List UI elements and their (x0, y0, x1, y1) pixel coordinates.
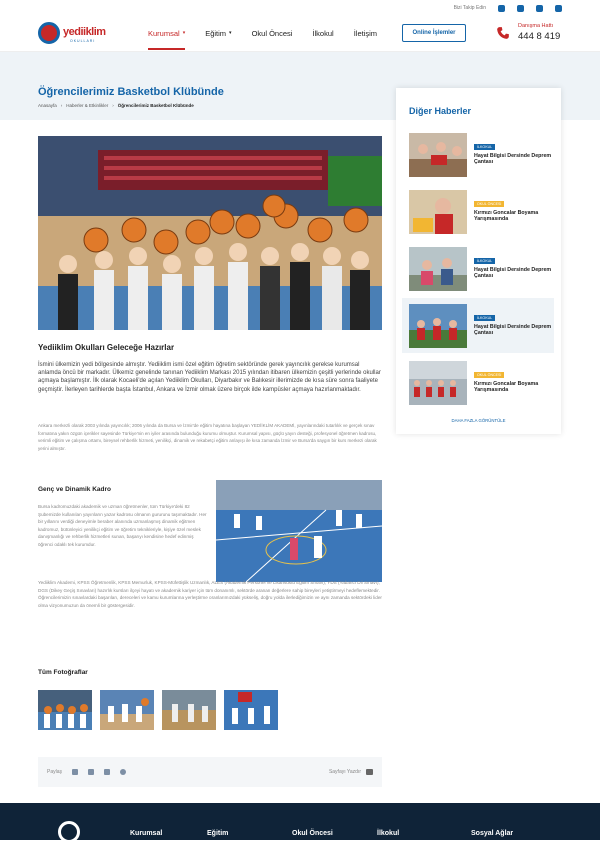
view-more-link[interactable]: DAHA FAZLA GÖRÜNTÜLE (451, 418, 506, 423)
site-header (0, 16, 600, 52)
sidebar-news-item[interactable] (402, 298, 554, 353)
online-services-button[interactable]: Online İşlemler (402, 24, 466, 42)
nav-item-egitim[interactable]: Eğitim ▾ (205, 28, 232, 38)
news-thumbnail (409, 190, 467, 234)
site-footer (0, 803, 600, 840)
nav-item-ilkokul[interactable]: İlkokul (312, 28, 334, 38)
top-bar (0, 0, 600, 16)
exams-text: Yediiklim Akademi, KPSS Öğretmenlik, KPSS Memurluk, KPSS-Müfettişlik Uzmanlık, ALES (Akademik Personel ve Lisansüstü Eğitim Sınavı), YDS (Yabancı Dil Sınavı), DGS (Dikey Geçiş Sınavları) hazırlık kursları ilçeyi hayatı ve akademik kariyer için tüm donanımlı, sektörde aranan değerlere sahip bireyleri yetiştirmeyi hedeflemektedir. Öğrencilerimizin sınavlardaki başarıları, dereceleri ve kamu kurumlarına yerleştirme oranlarımızdaki yükseliş, doğru yolda ilerlediğimizin ve aynı zamanda sektördeki lider olma vizyonumuzun da önemli bir göstergesidir. (38, 580, 382, 608)
news-thumbnail (409, 304, 467, 348)
chevron-down-icon: ▾ (182, 30, 186, 36)
article-heading: Yediiklim Okulları Geleceğe Hazırlar (38, 343, 175, 352)
gallery-heading: Tüm Fotoğraflar (38, 669, 88, 676)
gallery-thumb[interactable] (38, 690, 92, 730)
logo-subtext: OKULLARI (70, 39, 96, 43)
site-logo[interactable] (38, 22, 118, 46)
link-share-icon[interactable] (120, 769, 126, 775)
sidebar-news-item[interactable] (402, 355, 554, 410)
linkedin-share-icon[interactable] (104, 769, 110, 775)
hotline-number: 444 8 419 (518, 31, 561, 42)
hotline-label: Danışma Hattı (518, 23, 554, 29)
share-bar (38, 757, 382, 787)
news-thumbnail (409, 361, 467, 405)
gallery-thumb[interactable] (224, 690, 278, 730)
gallery-thumb[interactable] (100, 690, 154, 730)
other-news-sidebar (396, 88, 561, 434)
staff-heading: Genç ve Dinamik Kadro (38, 486, 111, 493)
nav-item-kurumsal[interactable]: Kurumsal ▾ (138, 16, 195, 50)
footer-col-okul-oncesi[interactable]: Okul Öncesi (292, 830, 333, 837)
staff-text: Bursa kadromuzdaki akademik ve uzman öğretmenler, tüm Türkiye'deki 82 Şubemizde kullanılan yayınların yazar kadrosu olmanın gururunu taşımaktadır. Her bir yıllarını verdiği deneyimle beraber alanında uzmanlaşmış dinamik eğitmen kadromuz, bütünleyici yenilikçi eğitim ve öğretim teknikleriyle, kişiye özel meslek danışmanlığı ve rehberlik hizmetleri sunan, başarıyı kendisine hedef edinmiş öğrenci odaklı tek kurumdur. (38, 504, 207, 547)
news-thumbnail (409, 247, 467, 291)
article-detail: Ankara merkezli olarak 2003 yılında yayıncılık; 2006 yılında da Bursa ve İzmir'de eğitim hayatına başlayan YEDİİKLİM AKADEMİ, yayınlarındaki tutarlılık ve gerçek sınav formatına yakın özgün içerikler sayesinde Türkiye'nin en iyiler arasında bulunduğu kurumu olmuştur. Kurumsal yapısı, güçlü yayın desteği, profesyonel öğretmen kadrosu, verimli eğitim ve çalışma ortamı, bireysel rehberlik hizmeti, yenilikçi, dinamik ve rekabetçi eğitim anlayışı ile kısa zamanda İzmir ve Bursa'da saygın bir kurs merkezi olarak yerini almıştır. (38, 423, 377, 451)
footer-col-sosyal[interactable]: Sosyal Ağlar (471, 830, 514, 837)
twitter-share-icon[interactable] (88, 769, 94, 775)
news-tag: İLKOKUL (474, 258, 495, 264)
breadcrumb-separator-icon: › (112, 103, 114, 108)
print-button[interactable]: Sayfayı Yazdır (329, 769, 373, 775)
sidebar-news-item[interactable] (402, 127, 554, 182)
footer-col-egitim[interactable]: Eğitim (207, 830, 229, 837)
news-title: Kırmızı Goncalar Boyama Yarışmasında (474, 209, 539, 222)
gallery-thumb[interactable] (162, 690, 216, 730)
sidebar-title: Diğer Haberler (409, 106, 472, 116)
sidebar-news-item[interactable] (402, 241, 554, 296)
news-thumbnail (409, 133, 467, 177)
news-title: Hayat Bilgisi Dersinde Deprem Çantası (474, 323, 552, 336)
breadcrumb-news[interactable]: Haberler & Etkinlikler (66, 103, 109, 108)
nav-item-okul-oncesi[interactable]: Okul Öncesi (251, 28, 293, 38)
breadcrumb (38, 103, 194, 108)
footer-col-kurumsal[interactable]: Kurumsal (130, 830, 163, 837)
news-tag: İLKOKUL (474, 315, 495, 321)
article-main-photo[interactable] (38, 136, 382, 330)
share-label: Paylaş (47, 769, 63, 775)
instagram-icon[interactable] (536, 5, 543, 12)
printer-icon (366, 769, 373, 775)
main-nav (138, 16, 387, 50)
photo-gallery (38, 690, 278, 730)
news-title: Kırmızı Goncalar Boyama Yarışmasında (474, 380, 539, 393)
nav-item-iletisim[interactable]: İletişim (353, 28, 378, 38)
chevron-down-icon: ▾ (229, 30, 232, 36)
breadcrumb-home[interactable]: Anasayfa (38, 103, 57, 108)
facebook-share-icon[interactable] (72, 769, 78, 775)
basketball-team-photo (38, 136, 382, 330)
twitter-icon[interactable] (517, 5, 524, 12)
page-title: Öğrencilerimiz Basketbol Klübünde (38, 86, 224, 98)
news-title: Hayat Bilgisi Dersinde Deprem Çantası (474, 152, 552, 165)
news-title: Hayat Bilgisi Dersinde Deprem Çantası (474, 266, 552, 279)
phone-icon (496, 26, 510, 40)
gym-photo-image (216, 480, 382, 582)
footer-col-ilkokul[interactable]: İlkokul (377, 830, 400, 837)
gym-photo[interactable] (216, 480, 382, 582)
facebook-icon[interactable] (498, 5, 505, 12)
linkedin-icon[interactable] (555, 5, 562, 12)
logo-mark-icon (38, 22, 60, 44)
news-tag: OKUL ÖNCESİ (474, 201, 504, 207)
news-tag: İLKOKUL (474, 144, 495, 150)
sidebar-news-item[interactable] (402, 184, 554, 239)
logo-text: yediiklim (63, 26, 106, 38)
breadcrumb-separator-icon: › (60, 103, 63, 108)
article-intro: İsmini ülkemizin yedi bölgesinde almıştır. Yediiklim ismi özel eğitim öğretim sektöründe gerek yayıncılık gerekse kurumsal anlamda öncü bir markadır. Ülkemiz genelinde tanınan Yediiklim Markası 2015 yılından itibaren ülkemizin çeşitli yerlerinde okullar açmaya başlamıştır. İlk olarak Kocaeli'de açılan Yediiklim Okulları, Diyarbakır ve Balıkesir illerimizde de kısa süre sonra faaliyete geçmiştir. İlerleyen tarihlerde başta İstanbul, Ankara ve İzmir olmak üzere birçok ilde kampüsler açmaya hazırlanmaktadır. (38, 362, 381, 393)
follow-label: Bizi Takip Edin (453, 5, 486, 11)
news-tag: OKUL ÖNCESİ (474, 372, 504, 378)
breadcrumb-current: Öğrencilerimiz Basketbol Klübünde (117, 103, 194, 108)
